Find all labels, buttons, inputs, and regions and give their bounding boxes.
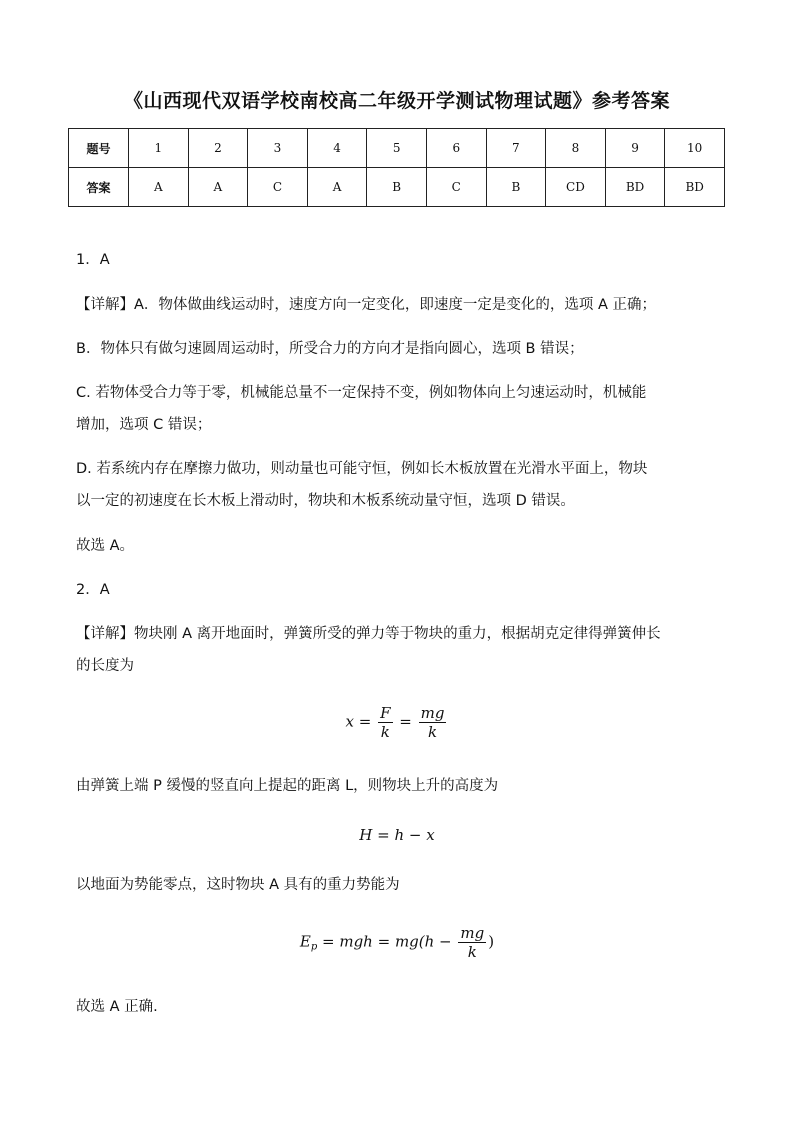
answer-cell: C — [426, 168, 486, 207]
answer-cell: A — [307, 168, 367, 207]
denominator: k — [467, 943, 477, 961]
question-number-cell: 10 — [665, 129, 725, 168]
answer-cell: CD — [546, 168, 606, 207]
close-paren: ) — [488, 932, 495, 951]
q2-line-2: 的长度为 — [76, 658, 134, 674]
answer-cell: A — [129, 168, 189, 207]
fraction — [378, 704, 392, 741]
numerator: mg — [460, 924, 485, 942]
question-number-cell: 3 — [248, 129, 308, 168]
q1-line-3: C. 若物体受合力等于零，机械能总量不一定保持不变，例如物体向上匀速运动时，机械能 — [76, 385, 647, 401]
q1-conclusion: 故选 A。 — [76, 538, 135, 554]
table-row — [69, 168, 725, 207]
numerator: F — [380, 704, 391, 722]
answer-cell: B — [367, 168, 427, 207]
formula-ep — [0, 924, 794, 961]
question-number-cell: 5 — [367, 129, 427, 168]
question-number-cell: 7 — [486, 129, 546, 168]
fraction — [419, 704, 447, 741]
formula-ep-middle: = mgh = mg(h − — [317, 932, 452, 951]
row-label-number: 题号 — [69, 129, 129, 168]
q1-line-5: D. 若系统内存在摩擦力做功，则动量也可能守恒，例如长木板放置在光滑水平面上，物块 — [76, 461, 648, 477]
formula-h: H = h − x — [359, 826, 435, 844]
question-number-cell: 2 — [188, 129, 248, 168]
answer-cell: B — [486, 168, 546, 207]
denominator: k — [428, 723, 438, 741]
q1-heading: 1．A — [76, 252, 110, 268]
formula-ep-subscript: p — [310, 941, 318, 953]
denominator: k — [380, 723, 390, 741]
q2-line-3: 由弹簧上端 P 缓慢的竖直向上提起的距离 L，则物块上升的高度为 — [76, 778, 499, 794]
answer-cell: BD — [665, 168, 725, 207]
equals-sign: = — [399, 712, 412, 731]
q2-conclusion: 故选 A 正确. — [76, 999, 158, 1015]
q1-line-1: 【详解】A．物体做曲线运动时，速度方向一定变化，即速度一定是变化的，选项 A 正确； — [76, 297, 657, 313]
formula-x — [0, 704, 794, 741]
question-number-cell: 4 — [307, 129, 367, 168]
answer-cell: A — [188, 168, 248, 207]
q1-line-4: 增加，选项 C 错误； — [76, 417, 212, 433]
row-label-answer: 答案 — [69, 168, 129, 207]
answer-cell: C — [248, 168, 308, 207]
question-number-cell: 8 — [546, 129, 606, 168]
formula-x-lhs: x = — [345, 712, 372, 731]
q1-line-2: B．物体只有做匀速圆周运动时，所受合力的方向才是指向圆心，选项 B 错误； — [76, 341, 584, 357]
fraction — [458, 924, 486, 961]
q2-line-1: 【详解】物块刚 A 离开地面时，弹簧所受的弹力等于物块的重力，根据胡克定律得弹簧伸长 — [76, 626, 661, 642]
question-number-cell: 1 — [129, 129, 189, 168]
question-number-cell: 6 — [426, 129, 486, 168]
q2-line-4: 以地面为势能零点，这时物块 A 具有的重力势能为 — [76, 877, 400, 893]
answer-table — [68, 128, 725, 207]
numerator: mg — [420, 704, 445, 722]
question-number-cell: 9 — [605, 129, 665, 168]
table-row — [69, 129, 725, 168]
q1-line-6: 以一定的初速度在长木板上滑动时，物块和木板系统动量守恒，选项 D 错误。 — [76, 493, 575, 509]
q2-heading: 2．A — [76, 582, 110, 598]
formula-ep-symbol: E — [299, 932, 311, 951]
page-title: 《山西现代双语学校南校高二年级开学测试物理试题》参考答案 — [123, 90, 670, 112]
answer-cell: BD — [605, 168, 665, 207]
